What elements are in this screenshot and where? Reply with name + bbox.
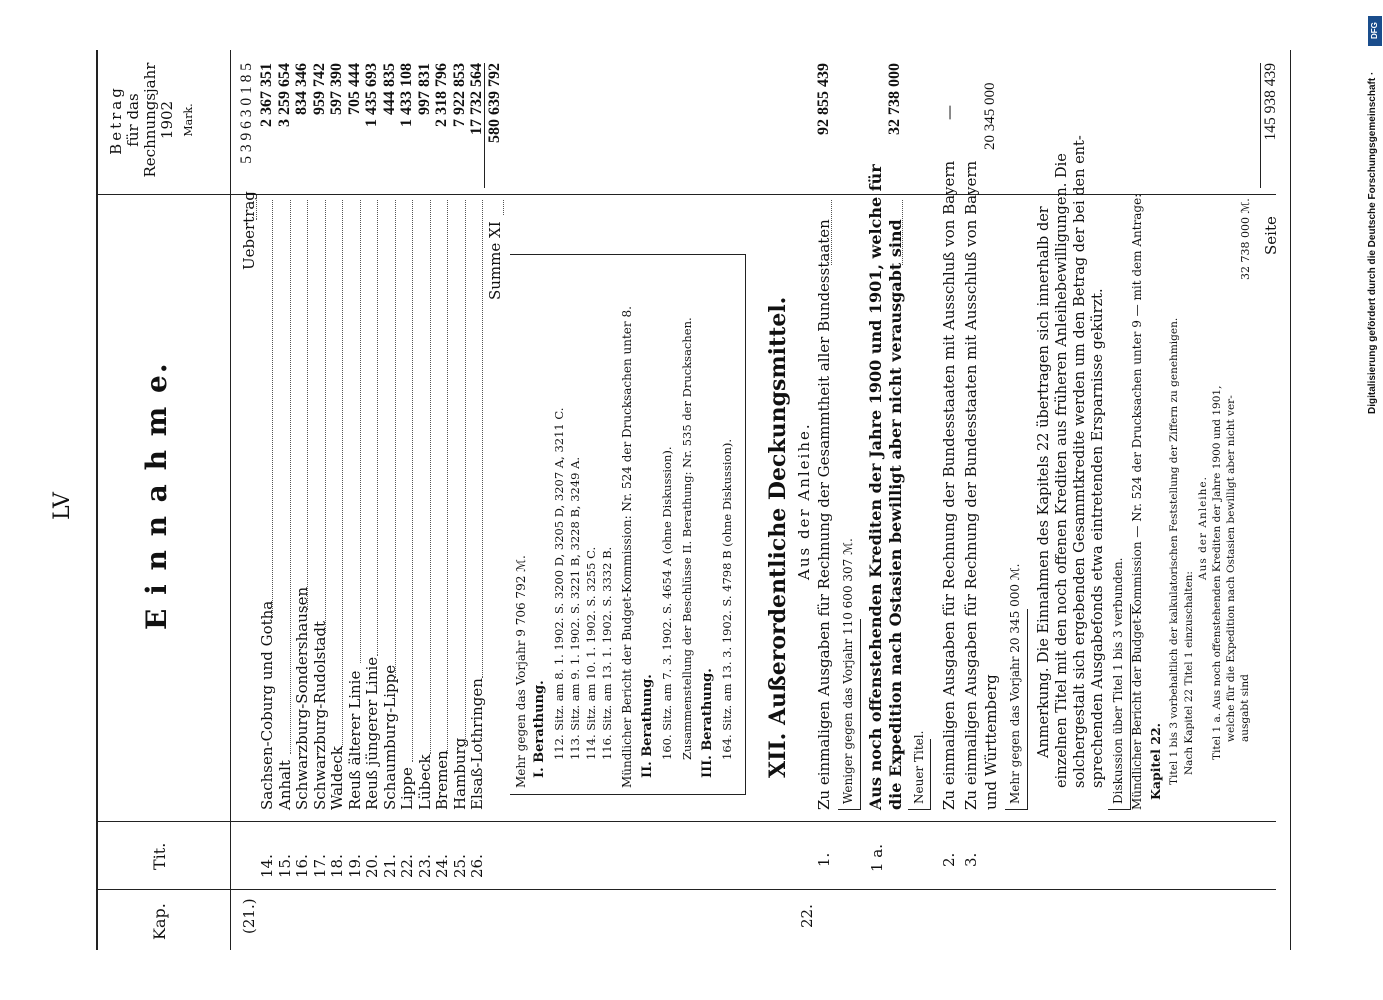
row-tit: 20. — [363, 854, 381, 878]
row-text: Reuß älterer Linie — [345, 670, 364, 810]
row-tit: 23. — [415, 854, 434, 878]
t1a-value: 32 738 000 — [886, 63, 903, 135]
antrag-1: Titel 1 bis 3 vorbehaltlich der kalkulatorischen Feststellung der Ziffern zu genehmigen. — [1168, 317, 1180, 785]
beratung1-line-4: 116. Sitz. am 13. 1. 1902. S. 3332 B. — [600, 546, 614, 760]
row-tit: 24. — [433, 854, 451, 878]
row-text: Schwarzburg-Sondershausen — [293, 586, 311, 810]
betrag-line-3: Rechnungsjahr — [141, 62, 159, 178]
anmerkung-line-1: Anmerkung. Die Einnahmen des Kapitels 22 übertragen sich innerhalb der — [1036, 206, 1052, 758]
row-value: 17 732 564 — [468, 63, 485, 135]
t1-value: 92 855 439 — [815, 63, 832, 135]
betrag-line-1: Betrag — [107, 85, 125, 155]
dfg-logo: DFG — [1368, 16, 1382, 46]
row-text: Lübeck — [415, 754, 434, 810]
aus-der-anleihe: Aus der Anleihe. — [795, 422, 813, 580]
seite-value: 145 938 439 — [1262, 63, 1279, 141]
header-kap: Kap. — [150, 903, 169, 940]
mark-unit: Mark. — [182, 103, 195, 137]
row-dots — [465, 200, 466, 747]
row-text: Elsaß-Lothringen — [468, 678, 486, 810]
anmerkung-line-3: solchergestalt sich ergebenden Gesammtkredite werden um den Betrag der bei den ent- — [1072, 135, 1088, 788]
mehr-note: Mehr gegen das Vorjahr 9 706 792 ℳ. — [514, 555, 528, 788]
row-tit: 19. — [345, 854, 364, 878]
row-value: 1 433 108 — [398, 63, 415, 127]
row-tit: 14. — [258, 854, 276, 878]
row-text: Bremen — [433, 750, 451, 810]
col-kap-rule — [96, 889, 1276, 890]
row-tit: 26. — [468, 854, 486, 878]
section-xii-title: XII. Außerordentliche Deckungsmittel. — [765, 296, 791, 778]
antrag-value: 32 738 000 ℳ. — [1239, 198, 1252, 280]
t1a-dots — [902, 200, 903, 265]
header-title: E i n n a h m e. — [140, 361, 173, 630]
t2-tit: 2. — [940, 852, 958, 867]
kap-21: (21.) — [240, 898, 258, 934]
t3-text-2: und Württemberg — [982, 674, 1000, 810]
anmerkung — [1035, 135, 1107, 788]
uebertrag-dots — [256, 200, 257, 220]
kap-22: 22. — [798, 904, 816, 928]
t2-value: — — [940, 105, 958, 120]
row-dots — [395, 200, 396, 678]
uebertrag-label: Uebertrag — [240, 191, 258, 270]
beratung1-line-3: 114. Sitz. am 10. 1. 1902. S. 3255 C. — [584, 546, 598, 760]
t3-note: Mehr gegen das Vorjahr 20 345 000 ℳ. — [1008, 563, 1022, 804]
summe-label: Summe XI — [486, 221, 504, 300]
row-dots — [290, 200, 291, 754]
row-text: Schaumburg-Lippe — [380, 664, 399, 810]
beratung1-line-1: 112. Sitz. am 8. 1. 1902. S. 3200 D, 3205 D, 3207 A, 3211 C. — [552, 407, 566, 760]
dfg-text: Digitalisierung gefördert durch die Deutsche Forschungsgemeinschaft · — [1367, 71, 1378, 414]
t1a-tit: 1 a. — [868, 843, 886, 872]
row-tit: 15. — [275, 854, 294, 878]
beratung2-zus: Zusammenstellung der Beschlüsse II. Berathung: Nr. 535 der Drucksachen. — [680, 317, 694, 760]
header-betrag — [108, 50, 197, 190]
row-tit: 22. — [398, 854, 416, 878]
seite-label: Seite — [1262, 216, 1280, 255]
header-tit: Tit. — [150, 842, 169, 870]
aus-der-anleihe-2: Aus der Anleihe. — [1197, 476, 1209, 580]
betrag-line-2: für das — [124, 93, 142, 147]
row-value: 1 435 693 — [363, 63, 380, 127]
row-value: 2 367 351 — [258, 63, 275, 127]
muendlich-bericht-1: Mündlicher Bericht der Budget-Kommission: Nr. 524 der Drucksachen unter 8. — [620, 306, 634, 788]
row-dots — [412, 200, 413, 762]
row-value: 597 390 — [328, 63, 345, 115]
row-value: 705 444 — [345, 63, 363, 115]
bottom-rule — [1290, 50, 1291, 950]
row-value: 834 346 — [293, 63, 310, 115]
row-dots — [430, 200, 431, 754]
uebertrag-value: 5 3 9 6 3 0 1 8 5 — [238, 63, 255, 164]
row-dots — [377, 200, 378, 656]
t1-text: Zu einmaligen Ausgaben für Rechnung der Gesammtheit aller Bundesstaaten — [815, 219, 833, 810]
protocol-box-left — [510, 794, 745, 795]
row-tit: 25. — [450, 854, 469, 878]
row-value: 2 318 796 — [433, 63, 450, 127]
beratung2-title: II. Berathung. — [640, 674, 655, 778]
neuer-titel: Neuer Titel. — [912, 730, 926, 804]
beratung3-line: 164. Sitz. am 13. 3. 1902. S. 4798 B (ohne Diskussion). — [720, 439, 734, 760]
row-text: Reuß jüngerer Linie — [363, 656, 381, 810]
row-dots — [342, 200, 343, 747]
row-text: Waldeck — [328, 746, 346, 810]
row-value: 7 922 853 — [450, 63, 468, 127]
row-dots — [482, 200, 483, 678]
t1a-text-2: die Expedition nach Ostasien bewilligt aber nicht verausgabt sind — [886, 219, 905, 810]
t1a-text-1: Aus noch offenstehenden Krediten der Jahre 1900 und 1901, welche für — [866, 164, 885, 810]
header-rule — [230, 50, 231, 950]
row-text: Anhalt — [275, 760, 294, 810]
summe-rule — [484, 63, 485, 188]
row-dots — [447, 200, 448, 754]
antrag-5: ausgabt sind — [1239, 674, 1251, 742]
row-text: Schwarzburg-Rudolstadt — [310, 621, 329, 810]
row-dots — [325, 200, 326, 633]
beratung1-title: I. Berathung. — [532, 680, 547, 778]
kapitel-22: Kapitel 22. — [1148, 722, 1163, 800]
t1-dots — [831, 200, 832, 265]
beratung1-line-2: 113. Sitz. am 9. 1. 1902. S. 3221 B, 3228 B, 3249 A. — [568, 456, 582, 760]
page-number: LV — [50, 492, 75, 520]
row-value: 997 831 — [415, 63, 433, 115]
row-text: Hamburg — [450, 737, 469, 810]
t1-note: Weniger gegen das Vorjahr 110 600 307 ℳ. — [841, 538, 855, 804]
row-tit: 17. — [310, 854, 329, 878]
t3-tit: 3. — [962, 852, 980, 867]
row-tit: 21. — [380, 854, 399, 878]
antrag-2: Nach Kapitel 22 Titel 1 einzuschalten: — [1183, 571, 1195, 775]
row-dots — [307, 200, 308, 610]
t1-tit: 1. — [815, 852, 833, 867]
anmerkung-line-4: sprechenden Ausgabefonds etwa eintretenden Ersparnisse gekürzt. — [1090, 288, 1106, 788]
t3-value: 20 345 000 — [982, 82, 998, 150]
muendlich-bericht-2: Mündlicher Bericht der Budget-Kommission — Nr. 524 der Drucksachen unter 9 — mit dem Antrage: — [1130, 193, 1144, 810]
row-dots — [360, 200, 361, 663]
beratung3-title: III. Berathung. — [700, 668, 715, 778]
row-value: 3 259 654 — [275, 63, 293, 127]
betrag-line-4: 1902 — [158, 100, 176, 140]
diskussion: Diskussion über Titel 1 bis 3 verbunden. — [1111, 557, 1125, 804]
row-text: Lippe — [398, 767, 416, 810]
col-tit-rule — [96, 821, 1276, 822]
row-dots — [272, 200, 273, 618]
t2-text: Zu einmaligen Ausgaben für Rechnung der Bundesstaaten mit Ausschluß von Bayern — [940, 160, 958, 810]
anmerkung-line-2: einzelnen Titel mit den noch offenen Krediten aus früheren Anleihebewilligungen. Die — [1054, 153, 1070, 788]
summe-dots — [503, 200, 504, 215]
seite-rule — [1260, 63, 1261, 188]
row-value: 444 835 — [380, 63, 398, 115]
row-tit: 16. — [293, 854, 311, 878]
row-value: 959 742 — [310, 63, 328, 115]
t3-text-1: Zu einmaligen Ausgaben für Rechnung der Bundesstaaten mit Ausschluß von Bayern — [962, 160, 980, 810]
summe-value: 580 639 792 — [486, 63, 503, 143]
beratung2-line: 160. Sitz. am 7. 3. 1902. S. 4654 A (ohne Diskussion). — [660, 446, 674, 760]
row-text: Sachsen-Coburg und Gotha — [258, 600, 276, 810]
top-rule — [96, 50, 98, 950]
row-tit: 18. — [328, 854, 346, 878]
antrag-4: welche für die Expedition nach Ostasien bewilligt aber nicht ver- — [1225, 395, 1237, 742]
antrag-3: Titel 1 a. Aus noch offenstehenden Krediten der Jahre 1900 und 1901, — [1211, 385, 1223, 760]
